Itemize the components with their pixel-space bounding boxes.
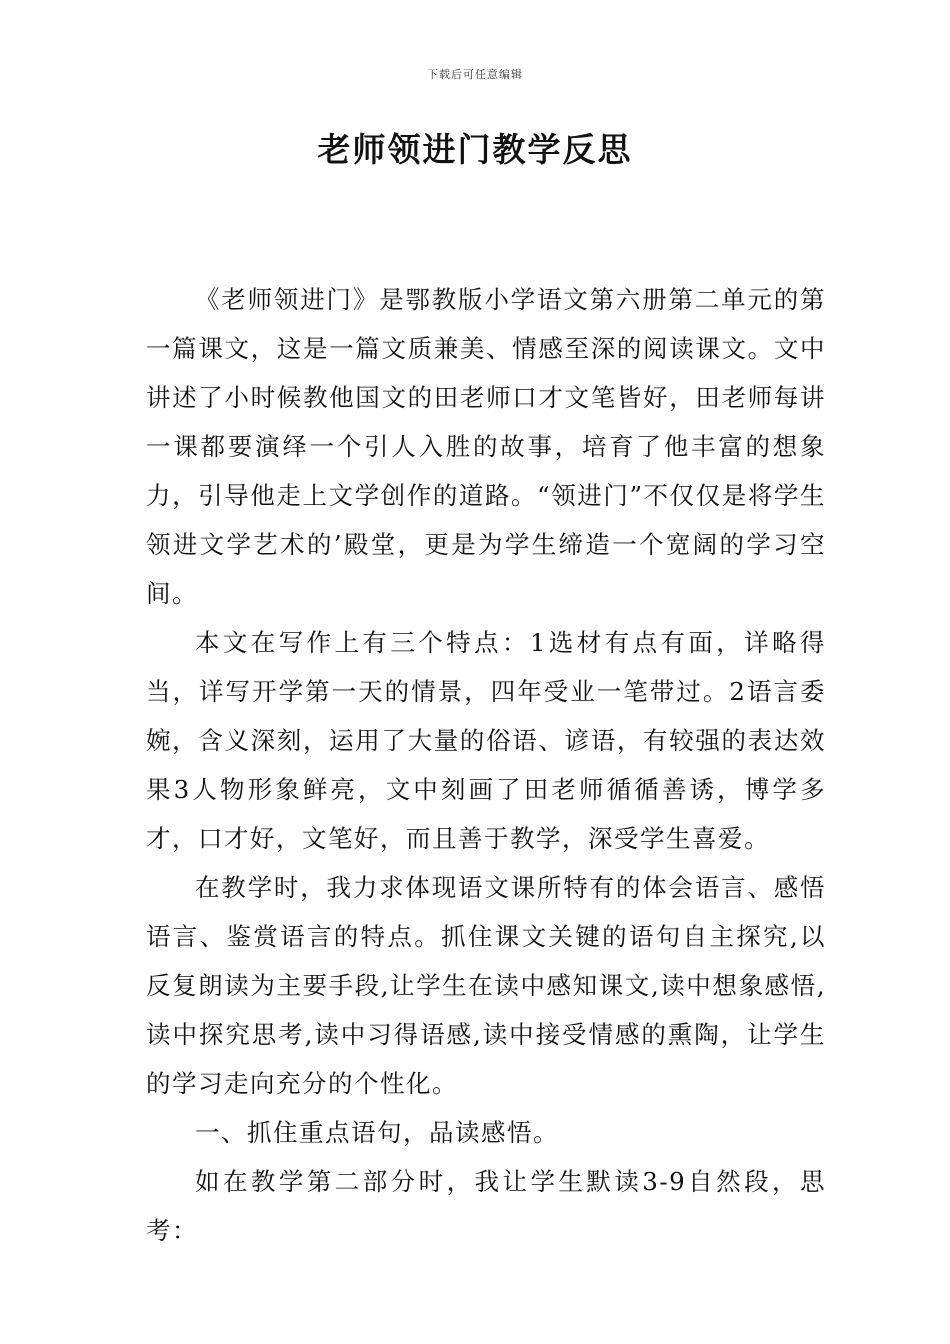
- document-body: [146, 275, 826, 1255]
- paragraph: 在教学时，我力求体现语文课所特有的体会语言、感悟语言、鉴赏语言的特点。抓住课文关键的语句自主探究,以反复朗读为主要手段,让学生在读中感知课文,读中想象感悟,读中探究思考,读中习得语感,读中接受情感的熏陶，让学生的学习走向充分的个性化。: [146, 873, 826, 1098]
- paragraph: 《老师领进门》是鄂教版小学语文第六册第二单元的第一篇课文，这是一篇文质兼美、情感至深的阅读课文。文中讲述了小时候教他国文的田老师口才文笔皆好，田老师每讲一课都要演绎一个引人入胜的故事，培育了他丰富的想象力，引导他走上文学创作的道路。“领进门”不仅仅是将学生领进文学艺术的’殿堂，更是为学生缔造一个宽阔的学习空间。: [146, 285, 826, 608]
- paragraph: 本文在写作上有三个特点：1选材有点有面，详略得当，详写开学第一天的情景，四年受业一笔带过。2语言委婉，含义深刻，运用了大量的俗语、谚语，有较强的表达效果3人物形象鲜亮，文中刻画了田老师循循善诱，博学多才，口才好，文笔好，而且善于教学，深受学生喜爱。: [146, 628, 826, 853]
- document-title: 老师领进门教学反思: [317, 130, 633, 169]
- paragraph: 一、抓住重点语句，品读感悟。: [195, 1118, 559, 1147]
- paragraph: 如在教学第二部分时，我让学生默读3-9自然段，思考：: [146, 1167, 826, 1245]
- header-note: 下载后可任意编辑: [427, 68, 523, 81]
